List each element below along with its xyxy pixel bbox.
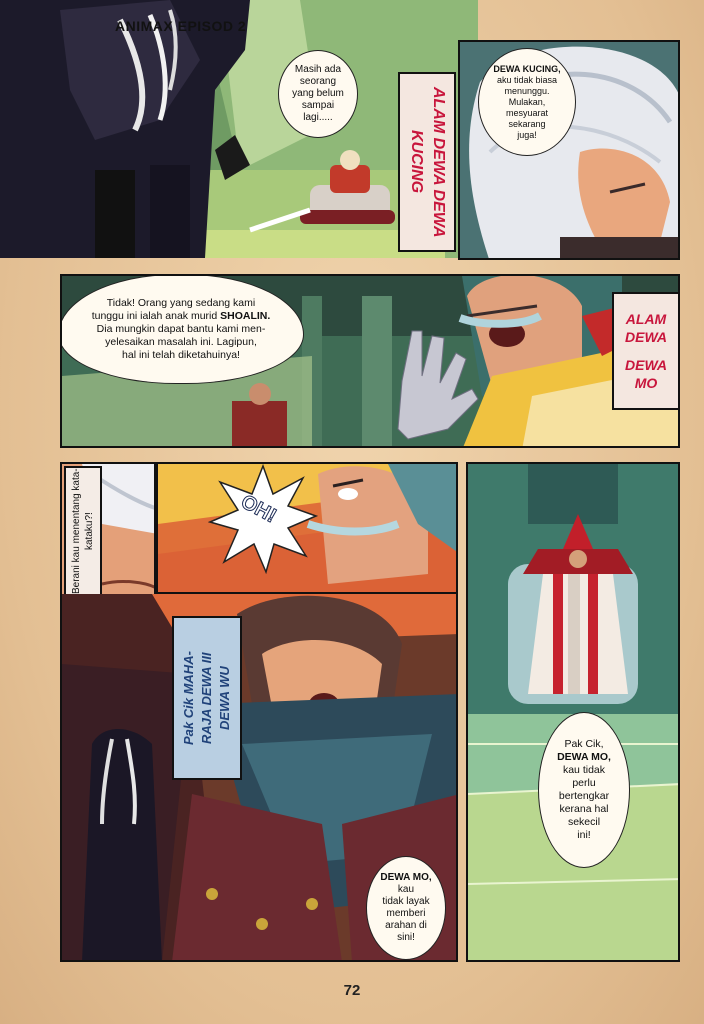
bubble-line: menunggu. xyxy=(504,85,550,96)
speech-bubble-p3 xyxy=(60,274,304,384)
bubble-speaker-name: DEWA KUCING, xyxy=(493,63,561,74)
bubble-line: Pak Cik, xyxy=(564,738,604,750)
speech-bubble-p6 xyxy=(366,856,446,960)
bubble-line: sini! xyxy=(397,932,415,943)
bubble-line: yelesaikan masalah ini. Lagipun, xyxy=(105,335,257,348)
bubble-line: hal ini telah diketahuinya! xyxy=(122,348,240,361)
bubble-line: tunggu ini ialah anak murid xyxy=(91,309,218,322)
panel-6 xyxy=(60,594,458,962)
bubble-line: kerana hal xyxy=(559,803,609,815)
bubble-line: sampai xyxy=(301,100,335,111)
caption-line: DEWA MO xyxy=(625,357,667,391)
panel-5 xyxy=(156,462,458,594)
panel-2 xyxy=(458,40,680,260)
bubble-line: arahan di xyxy=(385,920,427,931)
speech-bubble-p7 xyxy=(538,712,630,868)
caption-line: RAJA DEWA III xyxy=(199,652,214,744)
character-caption-dewa-wu xyxy=(172,616,242,780)
location-caption-mo xyxy=(612,292,680,410)
bubble-line: juga! xyxy=(517,129,537,140)
bubble-line: kau tidak xyxy=(562,764,605,776)
bubble-line: Tidak! Orang yang sedang kami xyxy=(106,296,256,309)
bubble-line: bertengkar xyxy=(558,790,610,802)
caption-line: ALAM DEWA xyxy=(625,311,667,345)
bubble-speaker-name: DEWA MO, xyxy=(380,872,432,883)
bubble-line: yang belum xyxy=(292,88,344,99)
sfx-oh: OH! xyxy=(237,490,280,528)
panel-1 xyxy=(0,0,478,258)
bubble-line: tidak layak xyxy=(382,896,430,907)
bubble-line: ini! xyxy=(577,829,591,841)
speech-bubble-p1 xyxy=(278,50,358,138)
location-caption-kucing: ALAM DEWA DEWA KUCING xyxy=(398,72,456,252)
bubble-line: Mulakan, xyxy=(508,96,546,107)
bubble-line: Dia mungkin dapat bantu kami men- xyxy=(96,322,266,335)
bubble-line: mesyuarat xyxy=(505,107,548,118)
bubble-line: seorang xyxy=(299,76,337,87)
panel-3 xyxy=(60,274,680,448)
bubble-line: perlu xyxy=(572,777,596,789)
bubble-line: Masih ada xyxy=(294,64,342,75)
bubble-line: kau xyxy=(397,884,415,895)
page-number: 72 xyxy=(343,982,361,999)
caption-line: Pak Cik MAHA- xyxy=(181,651,196,745)
bubble-speaker-name: SHOALIN. xyxy=(220,309,271,322)
caption-line: DEWA WU xyxy=(217,666,232,730)
speech-bubble-p2 xyxy=(478,48,576,156)
bubble-line: aku tidak biasa xyxy=(496,74,558,85)
bubble-line: lagi..... xyxy=(303,112,333,123)
bubble-line: sekarang xyxy=(508,118,546,129)
dialogue-caption-p4: Berani kau menentang kata-kataku?! xyxy=(64,466,102,596)
episode-title: ANIMAX EPISOD 2 xyxy=(115,18,247,34)
panel-7 xyxy=(466,462,680,962)
bubble-speaker-name: DEWA MO, xyxy=(557,751,611,763)
bubble-line: memberi xyxy=(386,908,426,919)
bubble-line: sekecil xyxy=(567,816,601,828)
